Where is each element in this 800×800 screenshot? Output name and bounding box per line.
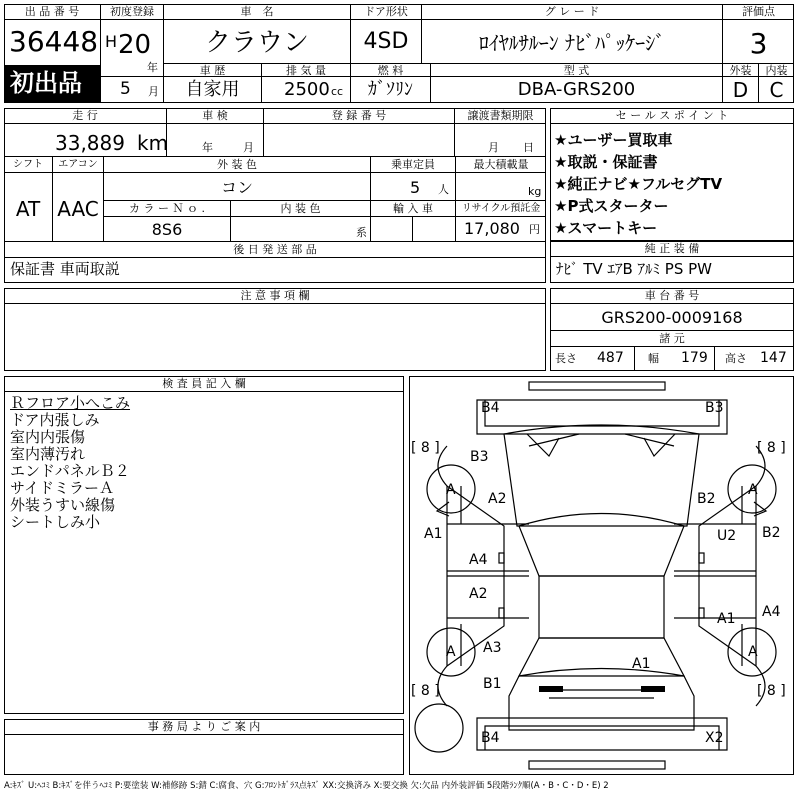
legend: A:ｷｽﾞ U:ﾍｺﾐ B:ｷｽﾞを伴うﾍｺﾐ P:要塗装 W:補修跡 S:錆 C:腐食、穴 G:ﾌﾛﾝﾄｶﾞﾗｽ点ｷｽﾞ XX:交換済み X:要交換 欠:欠品 内外装評価 5段階ﾗﾝｸ順(A・B・C・D・E) 2 [4, 781, 609, 791]
chassis-header: 車 台 番 号 [550, 288, 794, 304]
chassis-number: GRS200-0009168 [601, 308, 743, 327]
transfer-month: 月 [488, 141, 499, 154]
int-color-unit: 系 [356, 226, 367, 239]
reg-no-header: 登 録 番 号 [264, 108, 454, 124]
inspector-note: ドア内張しみ [10, 411, 100, 429]
door-type: 4SD [363, 29, 409, 54]
height-label: 高さ [725, 352, 747, 365]
door-header: ドア形状 [351, 4, 421, 20]
ext-color-header: 外 装 色 [104, 157, 370, 173]
sales-points-header: セ ー ル ス ポ イ ン ト [550, 108, 794, 124]
car-outline [409, 376, 794, 775]
interior-grade: C [769, 78, 784, 102]
month-unit: 月 [148, 85, 159, 98]
grade-header: グ レ ー ド [422, 4, 722, 20]
score-header: 評価点 [723, 4, 794, 20]
mark-bumper-left: B3 [470, 449, 489, 465]
mark-tire-fr: A [748, 482, 758, 498]
mark-tire-rl: A [446, 644, 456, 660]
mileage: 33,889 [55, 131, 125, 155]
length: 487 [597, 350, 624, 366]
inspector-notes-list [10, 395, 130, 531]
score: 3 [749, 27, 768, 60]
color-no-header: カ ラ ー Ｎ ｏ . [104, 201, 230, 217]
mark-door-fr-b: B2 [762, 525, 781, 541]
mark-door-fl: A1 [424, 526, 443, 542]
mark-door-rl-a4: A4 [469, 552, 488, 568]
capacity-header: 乗車定員 [371, 157, 455, 173]
inspector-note: 室内薄汚れ [10, 445, 86, 463]
transfer-day: 日 [523, 141, 534, 154]
displacement-header: 排 気 量 [286, 64, 326, 77]
later-parts-header: 後 日 発 送 部 品 [4, 242, 546, 258]
mark-front-right: B3 [705, 400, 724, 416]
first-listing-text: 初出品 [10, 69, 82, 97]
load-unit: kg [528, 185, 542, 198]
sales-point: ★取説・保証書 [554, 153, 658, 171]
capacity-unit: 人 [438, 183, 449, 196]
inspector-note: Ｒフロア小へこみ [10, 394, 131, 412]
interior-header: 内装 [765, 64, 788, 77]
mileage-unit: km [137, 131, 169, 155]
mark-front-left: B4 [481, 400, 500, 416]
max-load-header: 最大積載量 [456, 157, 546, 173]
mark-hood-left: A2 [488, 491, 507, 507]
inspector-note: サイドミラーＡ [10, 479, 114, 497]
displacement-unit: cc [331, 85, 344, 98]
grade: ﾛｲﾔﾙｻﾙｰﾝ ﾅﾋﾞﾊﾟｯｹｰｼﾞ [478, 31, 666, 55]
recycle-header: リサイクル預託金 [456, 201, 546, 217]
sales-point: ★P式スターター [554, 197, 669, 215]
width: 179 [681, 350, 708, 366]
reg-month: 5 [120, 79, 131, 99]
mark-fender-right: B2 [697, 491, 716, 507]
history-header: 車 歴 [199, 64, 226, 77]
shift: AT [15, 197, 41, 221]
sales-points-list [554, 129, 722, 239]
mark-door-rl-a2: A2 [469, 586, 488, 602]
sales-point: ★スマートキー [554, 219, 658, 237]
sales-point: ★ユーザー買取車 [554, 131, 673, 149]
lot-number: 36448 [9, 25, 99, 58]
later-parts: 保証書 車両取説 [10, 260, 120, 278]
genuine-equipment: ﾅﾋﾞ TV ｴｱB ｱﾙﾐ PS PW [556, 260, 712, 278]
mileage-header: 走 行 [4, 108, 166, 124]
tread-fl: [ 8 ] [411, 440, 440, 456]
lot-no-header: 出 品 番 号 [4, 4, 100, 20]
notes-header: 注 意 事 項 欄 [4, 288, 546, 304]
fuel-header: 燃 料 [377, 64, 404, 77]
inspector-note: 室内内張傷 [10, 428, 86, 446]
inspection-year: 年 [202, 141, 213, 154]
height: 147 [760, 350, 787, 366]
exterior-grade: D [732, 78, 749, 102]
recycle-unit: 円 [529, 223, 540, 236]
office-header: 事 務 局 よ り ご 案 内 [4, 719, 404, 735]
mark-door-fr-u: U2 [717, 528, 737, 544]
specs-header: 諸 元 [550, 331, 794, 347]
history: 自家用 [185, 79, 240, 100]
mark-tire-rr: A [748, 644, 758, 660]
tread-fr: [ 8 ] [757, 440, 786, 456]
displacement: 2500 [284, 79, 330, 100]
inspector-note: 外装うすい線傷 [10, 496, 116, 514]
genuine-header: 純 正 装 備 [550, 241, 794, 257]
inspection-header: 車 検 [167, 108, 263, 124]
import-header: 輸 入 車 [371, 201, 455, 217]
width-label: 幅 [648, 352, 659, 365]
ext-color: コン [220, 178, 253, 197]
color-no: 8S6 [151, 220, 183, 239]
era: H [105, 32, 118, 51]
recycle-fee: 17,080 [464, 219, 520, 238]
inspector-header: 検 査 員 記 入 欄 [4, 376, 404, 392]
length-label: 長さ [555, 352, 577, 365]
inspection-month: 月 [243, 141, 254, 154]
shift-header: シフト [4, 157, 52, 173]
mark-door-rr-a1: A1 [717, 611, 736, 627]
mark-rear-left-a3: A3 [483, 640, 502, 656]
mark-rear-bumper-left: B4 [481, 730, 500, 746]
int-color-header: 内 装 色 [231, 201, 370, 217]
car-name: クラウン [204, 28, 309, 58]
capacity: 5 [410, 178, 421, 197]
fuel: ｶﾞｿﾘﾝ [368, 79, 413, 100]
mark-tire-fl: A [446, 482, 456, 498]
inspector-note: エンドパネルＢ２ [10, 462, 130, 480]
exterior-header: 外装 [729, 64, 752, 77]
sales-point: ★純正ナビ★フルセグTV [554, 175, 723, 193]
aircon: AAC [57, 197, 99, 221]
aircon-header: エアコン [53, 157, 103, 173]
tread-rl: [ 8 ] [411, 683, 440, 699]
year-unit: 年 [147, 61, 158, 74]
mark-rear-bumper-right: X2 [705, 730, 724, 746]
transfer-header: 譲渡書類期限 [455, 108, 546, 124]
mark-rear-left-b1: B1 [483, 676, 502, 692]
tread-rr: [ 8 ] [757, 683, 786, 699]
inspector-note: シートしみ小 [10, 513, 101, 531]
first-reg-header: 初度登録 [101, 4, 163, 20]
mark-trunk: A1 [632, 656, 651, 672]
model-header: 型 式 [563, 64, 590, 77]
model-code: DBA-GRS200 [517, 79, 636, 100]
reg-year: 20 [118, 30, 152, 60]
mark-door-rr-a4: A4 [762, 604, 781, 620]
car-name-header: 車 名 [164, 4, 350, 20]
